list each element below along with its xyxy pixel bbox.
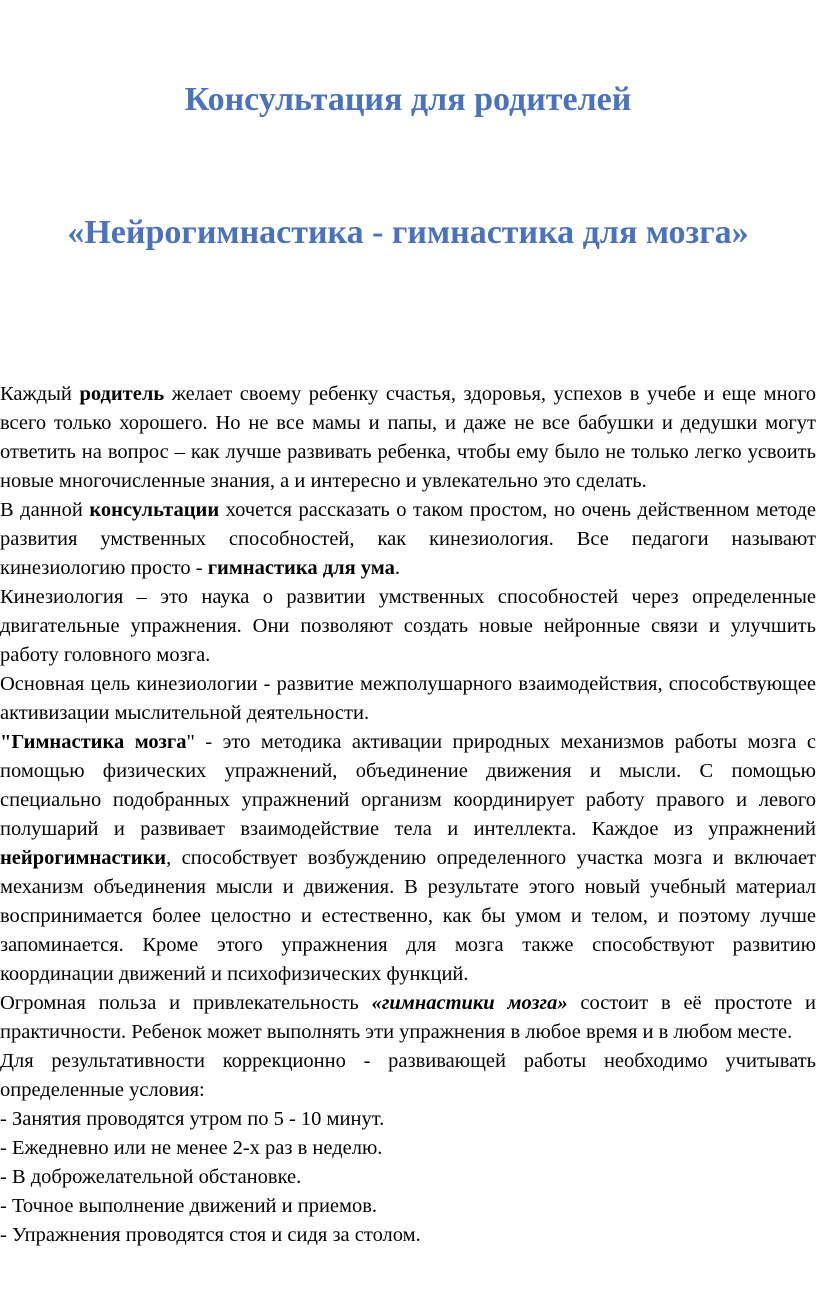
text-run: Каждый <box>0 383 80 405</box>
conditions-list <box>0 1105 816 1250</box>
bold-italic-term: «гимнастики мозга» <box>371 992 568 1014</box>
list-item: - Занятия проводятся утром по 5 - 10 минут. <box>0 1108 385 1130</box>
document-subtitle: «Нейрогимнастика - гимнастика для мозга» <box>67 214 749 251</box>
bold-term: гимнастика для ума <box>207 557 395 579</box>
paragraph-6 <box>0 989 816 1047</box>
list-item: - В доброжелательной обстановке. <box>0 1166 302 1188</box>
bold-term: "Гимнастика мозга <box>0 731 187 753</box>
text-run: В данной <box>0 499 90 521</box>
paragraph-5 <box>0 728 816 989</box>
paragraph-4: Основная цель кинезиологии - развитие межполушарного взаимодействия, способствующее активизации мыслительной деятельности. <box>0 673 816 724</box>
paragraph-1 <box>0 380 816 496</box>
text-run: состоит в её простоте и практичности. Ребенок может выполнять эти упражнения в любое время и в любом месте. <box>0 992 816 1043</box>
list-item: - Точное выполнение движений и приемов. <box>0 1195 378 1217</box>
bold-term: консультации <box>89 499 220 521</box>
text-run: Огромная польза и привлекательность <box>0 992 372 1014</box>
paragraph-7: Для результативности коррекционно - развивающей работы необходимо учитывать определенные условия: <box>0 1050 816 1101</box>
text-run: , способствует возбуждению определенного участка мозга и включает механизм объединения мысли и движения. В результате этого новый учебный материал воспринимается более целостно и естественно, как бы умом и телом, и поэтому лучше запоминается. Кроме этого упражнения для мозга также способствуют развитию координации движений и психофизических функций. <box>0 847 816 985</box>
text-run: хочется рассказать о таком простом, но очень действенном методе развития умственных способностей, как кинезиология. Все педагоги называют кинезиологию просто - <box>0 499 816 579</box>
text-run: " - это методика активации природных механизмов работы мозга с помощью физических упражнений, объединение движения и мысли. С помощью специально подобранных упражнений организм координирует работу правого и левого полушарий и развивает взаимодействие тела и интеллекта. Каждое из упражнений <box>0 731 816 840</box>
bold-term: нейрогимнастики <box>0 847 167 869</box>
list-item: - Ежедневно или не менее 2-х раз в неделю. <box>0 1137 383 1159</box>
bold-term: родитель <box>79 383 165 405</box>
list-item: - Упражнения проводятся стоя и сидя за столом. <box>0 1224 421 1246</box>
paragraph-2 <box>0 496 816 583</box>
text-run: . <box>394 557 400 579</box>
paragraph-3: Кинезиология – это наука о развитии умственных способностей через определенные двигательные упражнения. Они позволяют создать новые нейронные связи и улучшить работу головного мозга. <box>0 586 816 666</box>
text-run: желает своему ребенку счастья, здоровья, успехов в учебе и еще много всего только хорошего. Но не все мамы и папы, и даже не все бабушки и дедушки могут ответить на вопрос – как лучше развивать ребенка, чтобы ему было не только легко усвоить новые многочисленные знания, а и интересно и увлекательно это сделать. <box>0 383 816 492</box>
document-title: Консультация для родителей <box>184 81 632 118</box>
document-body <box>0 380 816 1250</box>
